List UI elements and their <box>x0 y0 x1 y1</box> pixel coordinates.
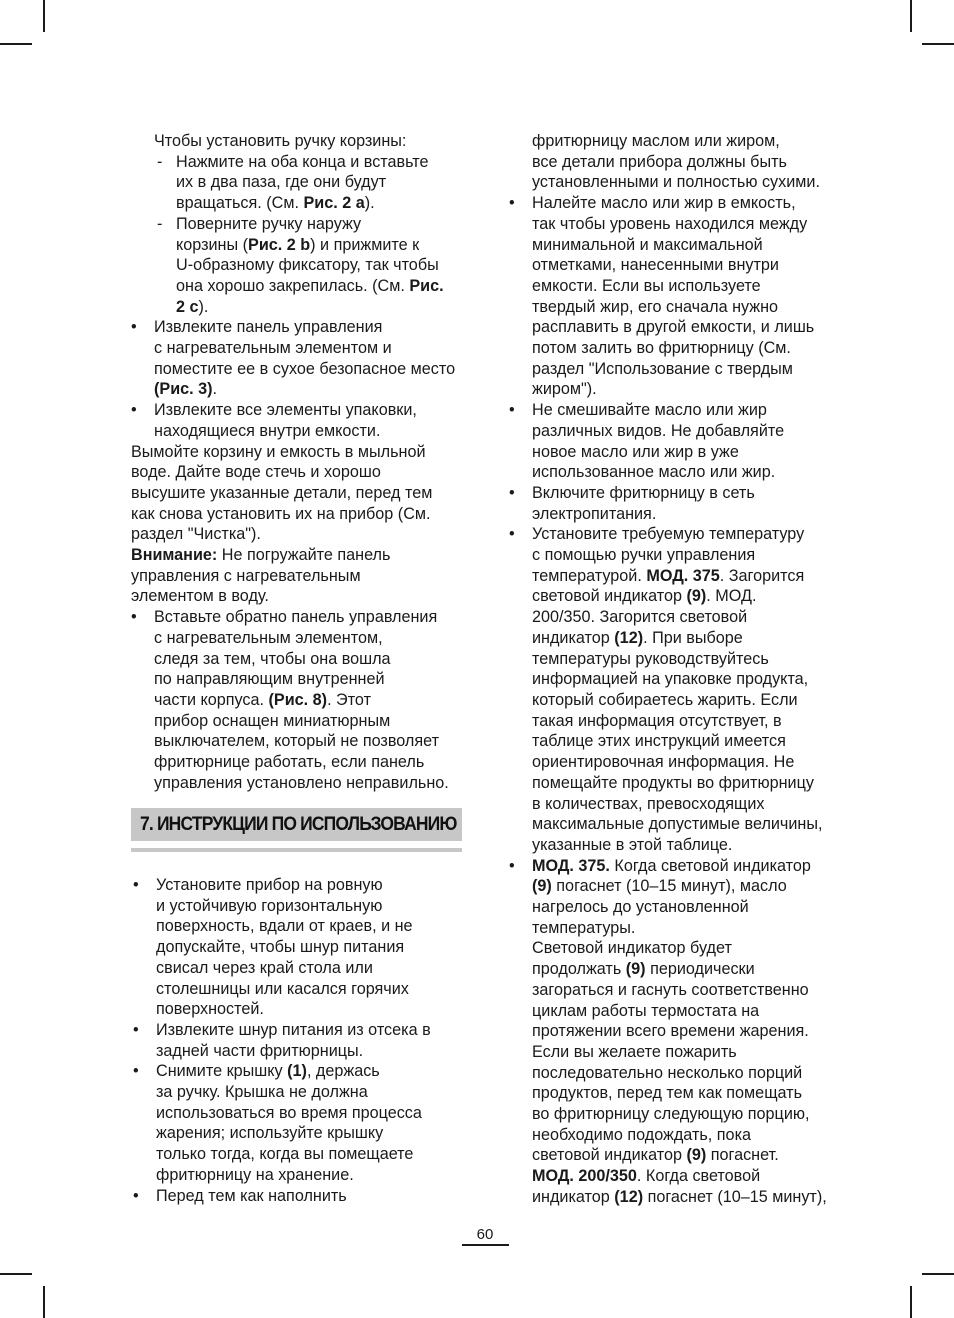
text-line <box>131 421 466 442</box>
bold-text-run: (Рис. 8) <box>268 690 328 709</box>
text-line <box>131 669 466 690</box>
text-run: за ручку. Крышка не должна <box>156 1083 368 1102</box>
text-run: столешницы или касался горячих <box>156 979 409 998</box>
text-line <box>509 1145 845 1166</box>
text-line <box>509 172 845 193</box>
bold-text-run: 2 c <box>176 297 199 316</box>
text-line <box>131 524 466 545</box>
text-run: Установите требуемую температуру <box>532 525 805 544</box>
text-run: . <box>212 380 218 399</box>
text-run: так чтобы уровень находился между <box>532 214 808 233</box>
text-line <box>131 276 466 297</box>
text-run: во фритюрницу следующую порцию, <box>532 1105 810 1124</box>
text-line <box>509 959 845 980</box>
text-run: и устойчивую горизонтальную <box>156 896 383 915</box>
text-line <box>509 566 845 587</box>
text-line <box>509 152 845 173</box>
text-line <box>509 524 845 545</box>
dash-marker: - <box>157 214 163 233</box>
text-run: Световой индикатор будет <box>532 939 732 958</box>
text-run: поместите ее в сухое безопасное место <box>154 359 456 378</box>
text-line <box>509 1083 845 1104</box>
text-line <box>131 773 466 794</box>
crop-mark <box>922 1273 954 1275</box>
text-run: поверхностей. <box>156 1000 264 1019</box>
crop-mark <box>910 0 912 32</box>
text-line <box>509 1104 845 1125</box>
text-run: температурой. <box>532 566 647 585</box>
text-run: максимальные допустимые величины, <box>532 815 823 834</box>
text-line <box>509 483 845 504</box>
text-run: Чтобы установить ручку корзины: <box>154 132 407 150</box>
text-line <box>131 1123 466 1144</box>
text-run: с помощью ручки управления <box>532 546 756 565</box>
left-column-top <box>131 131 466 794</box>
text-run: Вставьте обратно панель управления <box>154 608 438 627</box>
bullet-marker: • <box>131 401 137 420</box>
text-line <box>509 835 845 856</box>
text-run: U-образному фиксатору, так чтобы <box>176 256 439 275</box>
text-run: Нажмите на оба конца и вставьте <box>176 152 429 171</box>
text-line <box>509 690 845 711</box>
bold-text-run: (12) <box>614 1187 644 1206</box>
bold-text-run: (9) <box>686 1146 707 1165</box>
text-line <box>131 379 466 400</box>
text-line <box>131 214 466 235</box>
text-run: световой индикатор <box>532 1146 687 1165</box>
text-line <box>509 1042 845 1063</box>
crop-mark <box>43 0 45 32</box>
text-line <box>509 586 845 607</box>
text-line <box>131 1061 466 1082</box>
text-run: продолжать <box>532 960 626 979</box>
text-run: информацией на упаковке продукта, <box>532 670 809 689</box>
text-run: Вымойте корзину и емкость в мыльной <box>131 442 426 461</box>
text-run: в количествах, превосходящих <box>532 794 765 813</box>
page-number: 60 <box>476 1226 494 1243</box>
text-line <box>131 359 466 380</box>
text-line <box>509 918 845 939</box>
text-line <box>131 711 466 732</box>
text-run: Не смешивайте масло или жир <box>532 401 767 420</box>
text-run: части корпуса. <box>154 690 269 709</box>
text-run: использоваться во время процесса <box>156 1103 422 1122</box>
text-line <box>131 255 466 276</box>
bullet-marker: • <box>131 608 137 627</box>
text-run: управления с нагревательным <box>131 566 361 585</box>
text-line <box>131 1082 466 1103</box>
text-run: . При выборе <box>643 628 743 647</box>
right-column <box>509 131 845 1208</box>
text-run: фритюрнице работать, если панель <box>154 753 425 772</box>
text-run: задней части фритюрницы. <box>156 1041 364 1060</box>
text-line <box>131 1165 466 1186</box>
text-run: элементом в воду. <box>131 587 269 606</box>
bold-text-run: Внимание: <box>131 546 218 565</box>
text-run: указанные в этой таблице. <box>532 835 733 854</box>
text-run: новое масло или жир в уже <box>532 442 739 461</box>
text-run: погаснет. <box>706 1146 779 1165</box>
text-line <box>509 628 845 649</box>
text-line <box>131 297 466 318</box>
bullet-marker: • <box>509 401 515 420</box>
text-line <box>509 442 845 463</box>
text-line <box>131 545 466 566</box>
text-run: ). <box>364 194 375 213</box>
text-line <box>509 193 845 214</box>
text-line <box>131 193 466 214</box>
text-line <box>509 607 845 628</box>
text-run: отметками, нанесенными внутри <box>532 256 779 275</box>
text-line <box>131 131 466 152</box>
text-run: Налейте масло или жир в емкость, <box>532 194 796 213</box>
text-line <box>131 235 466 256</box>
crop-mark <box>0 1273 32 1275</box>
left-column-bottom <box>131 875 466 1206</box>
text-run: Извлеките все элементы упаковки, <box>154 401 417 420</box>
text-line <box>509 214 845 235</box>
text-line <box>131 690 466 711</box>
text-run: по направляющим внутренней <box>154 670 385 689</box>
bold-text-run: (12) <box>614 628 644 647</box>
text-line <box>509 504 845 525</box>
text-run: загораться и гаснуть соответственно <box>532 980 809 999</box>
bold-text-run: Рис. 2 b <box>248 235 311 254</box>
text-line <box>131 172 466 193</box>
text-run: помещайте продукты во фритюрницу <box>532 773 814 792</box>
text-run: Не погружайте панель <box>217 546 391 565</box>
text-line <box>509 131 845 152</box>
text-run: Когда световой индикатор <box>609 856 811 875</box>
text-line <box>509 545 845 566</box>
text-line <box>509 338 845 359</box>
bold-text-run: (1) <box>287 1062 307 1081</box>
bold-text-run: (9) <box>686 587 707 606</box>
text-run: последовательно несколько порций <box>532 1063 803 1082</box>
text-line <box>131 731 466 752</box>
bullet-marker: • <box>509 483 515 502</box>
text-run: раздел "Использование с твердым <box>532 359 793 378</box>
bullet-marker: • <box>509 856 515 875</box>
text-run: высушите указанные детали, перед тем <box>131 483 433 502</box>
text-run: жарения; используйте крышку <box>156 1124 384 1143</box>
text-line <box>509 317 845 338</box>
text-line <box>131 317 466 338</box>
text-run: Перед тем как наполнить <box>156 1186 347 1205</box>
text-line <box>509 462 845 483</box>
text-line <box>509 1021 845 1042</box>
text-run: выключателем, который не позволяет <box>154 732 440 751</box>
text-line <box>509 856 845 877</box>
text-line <box>509 897 845 918</box>
text-run: индикатор <box>532 628 615 647</box>
page-number-rule <box>462 1244 509 1246</box>
text-run: их в два паза, где они будут <box>176 173 387 192</box>
text-run: только тогда, когда вы помещаете <box>156 1145 414 1164</box>
text-run: потом залить во фритюрницу (См. <box>532 339 791 358</box>
text-line <box>509 297 845 318</box>
text-line <box>509 794 845 815</box>
text-run: использованное масло или жир. <box>532 463 776 482</box>
text-run: твердый жир, его сначала нужно <box>532 297 779 316</box>
text-line <box>509 649 845 670</box>
text-line <box>509 235 845 256</box>
text-line <box>131 1144 466 1165</box>
text-line <box>509 276 845 297</box>
text-run: таблице этих инструкций имеется <box>532 732 786 751</box>
text-line <box>131 896 466 917</box>
text-run: , держась <box>306 1062 380 1081</box>
text-line <box>509 1125 845 1146</box>
section-heading-text: 7. ИНСТРУКЦИИ ПО ИСПОЛЬЗОВАНИЮ <box>140 814 457 835</box>
text-line <box>131 937 466 958</box>
text-line <box>509 731 845 752</box>
bold-text-run: Рис. <box>409 276 444 295</box>
text-line <box>509 379 845 400</box>
text-line <box>131 979 466 1000</box>
text-run: Извлеките шнур питания из отсека в <box>156 1020 431 1039</box>
bold-text-run: (9) <box>625 960 646 979</box>
text-run: поверхность, вдали от краев, и не <box>156 917 413 936</box>
text-line <box>131 1041 466 1062</box>
crop-mark <box>43 1286 45 1318</box>
text-line <box>509 980 845 1001</box>
text-run: ). <box>198 297 209 316</box>
text-line <box>509 752 845 773</box>
text-run: ) и прижмите к <box>310 235 420 254</box>
text-run: емкости. Если вы используете <box>532 276 761 295</box>
text-line <box>131 752 466 773</box>
text-run: расплавить в другой емкости, и лишь <box>532 318 815 337</box>
text-line <box>131 442 466 463</box>
text-run: управления установлено неправильно. <box>154 773 449 792</box>
bold-text-run: МОД. 375. <box>532 856 610 875</box>
text-line <box>509 1001 845 1022</box>
text-run: ориентировочная информация. Не <box>532 753 795 772</box>
text-line <box>509 1187 845 1208</box>
text-run: Если вы желаете пожарить <box>532 1042 737 1061</box>
text-run: прибор оснащен миниатюрным <box>154 711 391 730</box>
text-line <box>509 359 845 380</box>
text-line <box>131 999 466 1020</box>
text-run: продуктов, перед тем как помещать <box>532 1084 803 1103</box>
text-run: протяжении всего времени жарения. <box>532 1022 809 1041</box>
text-line <box>509 773 845 794</box>
text-run: электропитания. <box>532 504 657 523</box>
bullet-marker: • <box>133 1020 139 1039</box>
text-line <box>509 814 845 835</box>
bold-text-run: (9) <box>532 877 552 896</box>
text-run: такая информация отсутствует, в <box>532 711 782 730</box>
section-heading <box>131 808 462 841</box>
text-run: фритюрницу на хранение. <box>156 1165 354 1184</box>
text-line <box>509 938 845 959</box>
bullet-marker: • <box>509 525 515 544</box>
text-run: погаснет (10–15 минут), <box>643 1187 827 1206</box>
text-run: нагрелось до установленной <box>532 898 749 917</box>
text-line <box>131 875 466 896</box>
text-line <box>509 1166 845 1187</box>
text-run: погаснет (10–15 минут), масло <box>551 877 787 896</box>
text-line <box>509 1063 845 1084</box>
text-line <box>509 669 845 690</box>
text-line <box>131 607 466 628</box>
text-run: минимальной и максимальной <box>532 235 763 254</box>
text-run: Установите прибор на ровную <box>156 876 383 894</box>
text-line <box>131 586 466 607</box>
text-line <box>131 649 466 670</box>
text-run: корзины ( <box>176 235 249 254</box>
text-run: . Этот <box>327 690 371 709</box>
bullet-marker: • <box>133 1062 139 1081</box>
text-run: температуры. <box>532 918 636 937</box>
text-run: как снова установить их на прибор (См. <box>131 504 431 523</box>
text-run: Включите фритюрницу в сеть <box>532 483 755 502</box>
text-line <box>131 462 466 483</box>
text-run: температуры руководствуйтесь <box>532 649 769 668</box>
text-line <box>131 152 466 173</box>
crop-mark <box>0 43 32 45</box>
text-line <box>131 628 466 649</box>
section-heading-rule <box>131 848 462 852</box>
text-run: она хорошо закрепилась. (См. <box>176 276 410 295</box>
text-line <box>131 1020 466 1041</box>
bullet-marker: • <box>131 318 137 337</box>
bullet-marker: • <box>133 1186 139 1205</box>
text-line <box>131 916 466 937</box>
text-run: который собираетесь жарить. Если <box>532 690 798 709</box>
text-line <box>509 876 845 897</box>
text-run: световой индикатор <box>532 587 687 606</box>
text-run: различных видов. Не добавляйте <box>532 421 785 440</box>
text-run: . Когда световой <box>636 1167 761 1186</box>
text-line <box>131 483 466 504</box>
text-run: допускайте, чтобы шнур питания <box>156 938 405 957</box>
text-run: с нагревательным элементом и <box>154 339 392 358</box>
text-line <box>131 1103 466 1124</box>
bold-text-run: Рис. 2 a <box>303 194 365 213</box>
bold-text-run: (Рис. 3) <box>154 380 213 399</box>
text-line <box>509 400 845 421</box>
text-run: 200/350. Загорится световой <box>532 608 748 627</box>
text-run: вращаться. (См. <box>176 194 304 213</box>
text-line <box>131 504 466 525</box>
text-run: жиром"). <box>532 380 597 399</box>
text-run: следя за тем, чтобы она вошла <box>154 649 391 668</box>
text-run: раздел "Чистка"). <box>131 525 261 544</box>
text-run: индикатор <box>532 1187 615 1206</box>
text-line <box>509 255 845 276</box>
text-line <box>131 338 466 359</box>
dash-marker: - <box>157 152 163 171</box>
text-line <box>131 400 466 421</box>
text-line <box>131 1186 466 1207</box>
text-run: Снимите крышку <box>156 1062 288 1081</box>
bold-text-run: МОД. 200/350 <box>532 1167 637 1186</box>
text-line <box>509 421 845 442</box>
text-run: циклам работы термостата на <box>532 1001 760 1020</box>
text-run: Поверните ручку наружу <box>176 214 362 233</box>
text-run: установленными и полностью сухими. <box>532 173 820 192</box>
text-run: воде. Дайте воде стечь и хорошо <box>131 463 381 482</box>
text-run: находящиеся внутри емкости. <box>154 421 381 440</box>
bullet-marker: • <box>133 876 139 894</box>
text-run: все детали прибора должны быть <box>532 152 787 171</box>
text-run: фритюрницу маслом или жиром, <box>532 132 780 150</box>
crop-mark <box>910 1286 912 1318</box>
text-run: с нагревательным элементом, <box>154 628 383 647</box>
text-run: . МОД. <box>706 587 757 606</box>
text-line <box>131 958 466 979</box>
text-run: свисал через край стола или <box>156 958 373 977</box>
text-run: . Загорится <box>719 566 805 585</box>
text-run: периодически <box>645 960 755 979</box>
bold-text-run: МОД. 375 <box>646 566 720 585</box>
bullet-marker: • <box>509 194 515 213</box>
text-line <box>509 711 845 732</box>
text-line <box>131 566 466 587</box>
text-run: необходимо подождать, пока <box>532 1125 752 1144</box>
text-run: Извлеките панель управления <box>154 318 383 337</box>
crop-mark <box>922 43 954 45</box>
